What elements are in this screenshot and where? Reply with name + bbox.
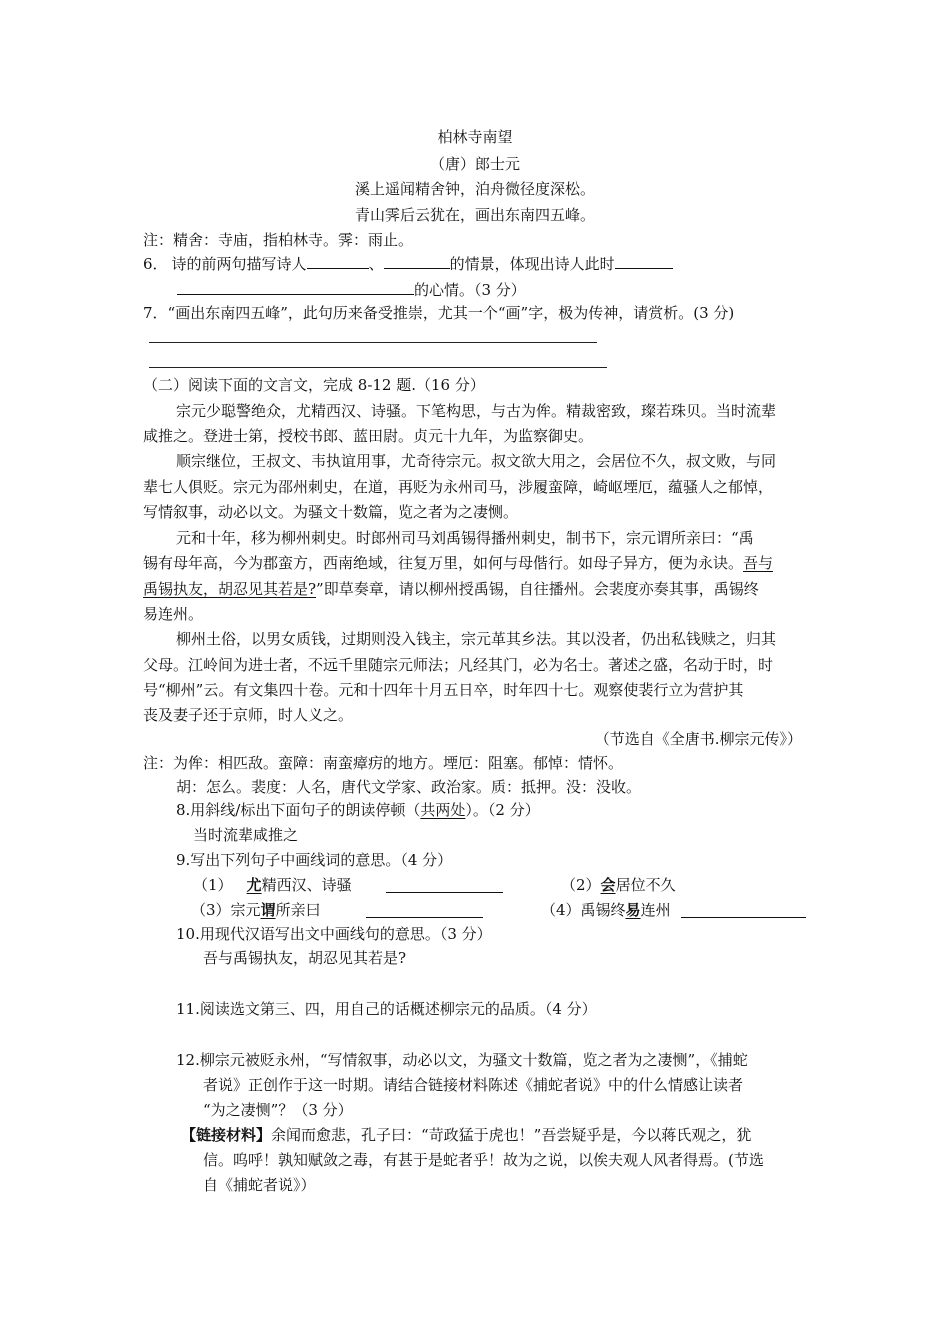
q9-item-1: （1） 尤精西汉、诗骚 xyxy=(193,876,352,894)
question-9: 9.写出下列句子中画线词的意思。（4 分） xyxy=(176,851,453,869)
poem-author: （唐）郎士元 xyxy=(429,155,520,173)
link-material-label: 【链接材料】 xyxy=(181,1126,272,1144)
question-12-line: 12.柳宗元被贬永州，“写情叙事，动必以文，为骚文十数篇，览之者为之凄恻”，《捕蛇 xyxy=(176,1051,748,1069)
section-2-heading: （二）阅读下面的文言文，完成 8-12 题.（16 分） xyxy=(143,376,485,394)
paragraph-3-line: 锡有母年高，今为郡蛮方，西南绝域，往复万里，如何与母偕行。如母子异方，便为永诀。吾与 xyxy=(143,554,774,572)
q6-blank-3[interactable] xyxy=(615,254,673,269)
paragraph-4-line: 丧及妻子还于京师，时人义之。 xyxy=(143,706,354,724)
question-12-line: “为之凄恻”？（3 分） xyxy=(203,1101,353,1119)
q9-item-2: （2）会居位不久 xyxy=(561,876,676,894)
q9-blank-4[interactable] xyxy=(681,903,806,918)
q7-answer-line-2[interactable] xyxy=(149,367,607,368)
link-material-line: 自《捕蛇者说》） xyxy=(203,1176,316,1194)
question-8: 8.用斜线/标出下面句子的朗读停顿（共两处）。（2 分） xyxy=(176,801,540,819)
underlined-sentence: 吾与 xyxy=(743,554,774,572)
vocab-note-1: 注：为侔：相匹敌。蛮障：南蛮瘴疠的地方。堙厄：阻塞。郁悼：情怀。 xyxy=(143,754,624,772)
paragraph-3-line: 元和十年，移为柳州刺史。时郎州司马刘禹锡得播州刺史，制书下，宗元谓所亲曰：“禹 xyxy=(176,529,754,547)
question-7: 7．“画出东南四五峰”，此句历来备受推崇，尤其一个“画”字，极为传神，请赏析。(3 分) xyxy=(143,304,735,322)
q9-blank-1[interactable] xyxy=(386,878,503,893)
q10-sentence: 吾与禹锡执友，胡忍见其若是? xyxy=(203,949,407,967)
link-material-line: 【链接材料】余闻而愈悲，孔子曰：“苛政猛于虎也！”吾尝疑乎是，今以蒋氏观之，犹 xyxy=(181,1126,752,1144)
poem-line-2: 青山霁后云犹在，画出东南四五峰。 xyxy=(354,206,595,224)
question-11: 11.阅读选文第三、四，用自己的话概述柳宗元的品质。（4 分） xyxy=(176,1000,597,1018)
question-12-line: 者说》正创作于这一时期。请结合链接材料陈述《捕蛇者说》中的什么情感让读者 xyxy=(203,1076,744,1094)
paragraph-1-line: 宗元少聪警绝众，尤精西汉、诗骚。下笔构思，与古为侔。精裁密致，璨若珠贝。当时流辈 xyxy=(176,402,777,420)
poem-title: 柏林寺南望 xyxy=(437,128,513,146)
link-material-line: 信。呜呼！孰知赋敛之毒，有甚于是蛇者乎！故为之说，以俟夫观人风者得焉。(节选 xyxy=(203,1151,764,1169)
vocab-note-2: 胡：怎么。裴度：人名，唐代文学家、政治家。质：抵押。没：没收。 xyxy=(176,778,642,796)
paragraph-4-line: 父母。江岭间为进士者，不远千里随宗元师法；凡经其门，必为名士。著述之盛，名动于时，时 xyxy=(143,656,774,674)
q6-blank-2[interactable] xyxy=(384,254,450,269)
source-citation: （节选自《全唐书.柳宗元传》） xyxy=(594,730,802,748)
paragraph-1-line: 咸推之。登进士第，授校书郎、蓝田尉。贞元十九年，为监察御史。 xyxy=(143,427,594,445)
paragraph-4-line: 柳州土俗，以男女质钱，过期则没入钱主，宗元革其乡法。其以没者，仍出私钱赎之，归其 xyxy=(176,630,777,648)
q9-item-4: （4）禹锡终易连州 xyxy=(541,901,671,919)
poem-note: 注：精舍：寺庙，指柏林寺。霁：雨止。 xyxy=(143,231,414,249)
q8-sentence: 当时流辈咸推之 xyxy=(193,826,299,844)
paragraph-2-line: 辈七人俱贬。宗元为邵州刺史，在道，再贬为永州司马，涉履蛮障，崎岖堙厄，蕴骚人之郁悼， xyxy=(143,478,774,496)
question-6-cont: 的心情。（3 分） xyxy=(177,280,526,300)
paragraph-3-line: 易连州。 xyxy=(143,605,204,623)
paragraph-2-line: 写情叙事，动必以文。为骚文十数篇，览之者为之凄恻。 xyxy=(143,503,519,521)
paragraph-3-line: 禹锡执友，胡忍见其若是?”即草奏章，请以柳州授禹锡，自往播州。会裴度亦奏其事，禹锡终 xyxy=(143,580,759,598)
underlined-sentence: 禹锡执友，胡忍见其若是? xyxy=(143,580,317,598)
q9-blank-3[interactable] xyxy=(366,903,483,918)
q7-answer-line-1[interactable] xyxy=(149,342,597,343)
poem-line-1: 溪上遥闻精舍钟，泊舟微径度深松。 xyxy=(354,180,595,198)
question-10: 10.用现代汉语写出文中画线句的意思。（3 分） xyxy=(176,925,492,943)
paragraph-2-line: 顺宗继位，王叔文、韦执谊用事，尤奇待宗元。叔文欲大用之，会居位不久，叔文败，与同 xyxy=(176,452,777,470)
q9-item-3: （3）宗元谓所亲曰 xyxy=(191,901,321,919)
paragraph-4-line: 号“柳州”云。有文集四十卷。元和十四年十月五日卒，时年四十七。观察使裴行立为营护其 xyxy=(143,681,744,699)
q6-blank-1[interactable] xyxy=(307,254,369,269)
q6-blank-4[interactable] xyxy=(177,280,414,295)
question-6: 6． 诗的前两句描写诗人 、 的情景，体现出诗人此时 xyxy=(143,254,673,274)
q6-number: 6． xyxy=(143,255,168,273)
